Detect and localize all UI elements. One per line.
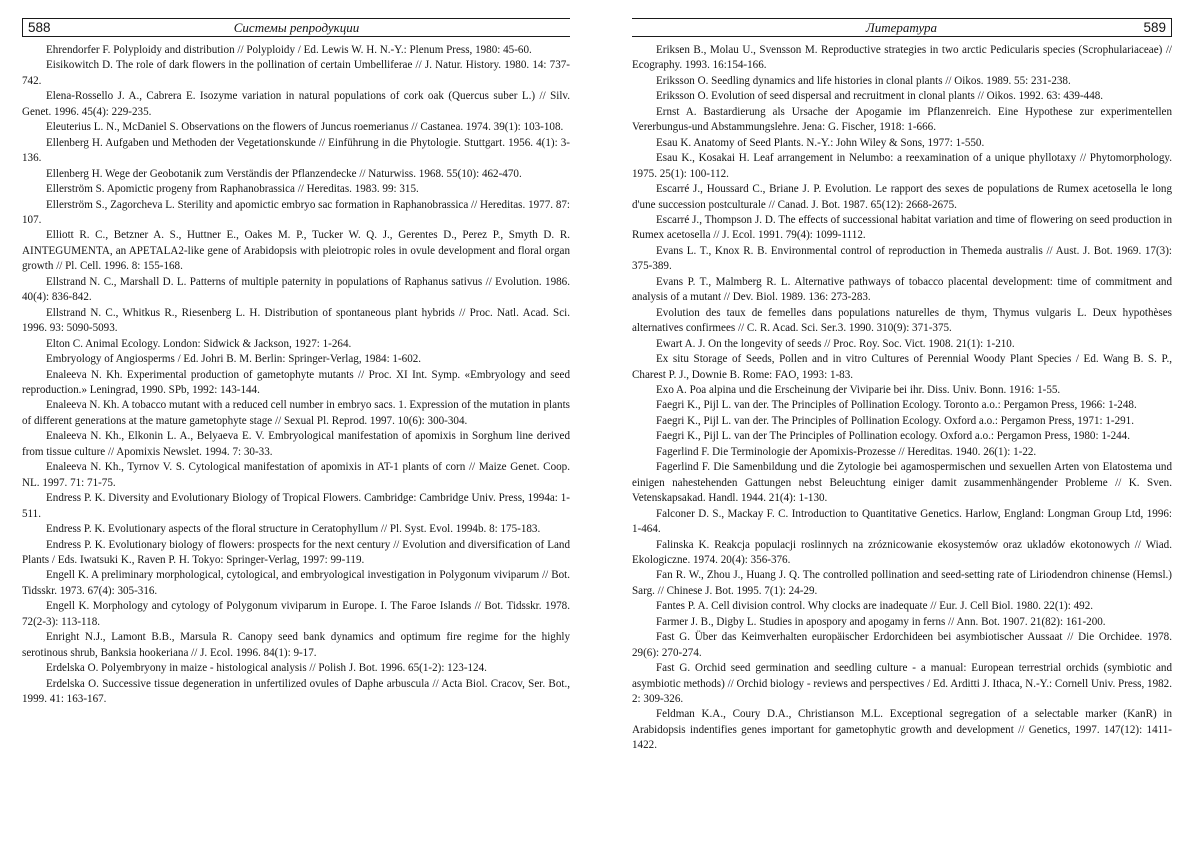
reference-entry: Esau K., Kosakai H. Leaf arrangement in Nelumbo: a reexamination of a unique phyllotaxy // Phytomorphology. 1975. 25(1): 100-112. — [632, 152, 1172, 180]
left-page — [22, 18, 570, 853]
reference-entry: Ellerström S. Apomictic progeny from Raphanobrassica // Hereditas. 1983. 99: 315. — [46, 183, 419, 196]
reference-entry: Evolution des taux de femelles dans populations naturelles de thym, Thymus vulgaris L. Deux hypothèses alternatives confirmees // C. R. Acad. Sci. Ser.3. 1990. 310(9): 371-375. — [632, 306, 1172, 335]
reference-entry: Eisikowitch D. The role of dark flowers in the pollination of certain Umbelliferae // J. Natur. History. 1980. 14: 737-742. — [22, 59, 570, 87]
reference-entry: Enright N.J., Lamont B.B., Marsula R. Canopy seed bank dynamics and optimum fire regime for the highly serotinous shrub, Banksia hookeriana // J. Ecol. 1996. 84(1): 9-17. — [22, 631, 570, 659]
reference-entry: Eriksson O. Evolution of seed dispersal and recruitment in clonal plants // Oikos. 1992. 63: 439-448. — [656, 90, 1104, 103]
right-page — [632, 18, 1172, 853]
running-title: Литература — [865, 20, 938, 35]
page-number: 589 — [1143, 20, 1166, 35]
reference-entry: Evans P. T., Malmberg R. L. Alternative pathways of tobacco placental development: time of commitment and analysis of a mutant // Dev. Biol. 1989. 136: 273-283. — [632, 275, 1172, 304]
reference-entry: Feldman K.A., Coury D.A., Christianson M.L. Exceptional segregation of a selectable marker (KanR) in Arabidopsis indentifies genes important for gametophytic growth and development // Genetics, 1997. 147(12): 1411-1422. — [632, 708, 1172, 752]
reference-entry: Ellerström S., Zagorcheva L. Sterility and apomictic embryo sac formation in Raphanobrassica // Hereditas. 1977. 87: 107. — [22, 198, 570, 226]
reference-entry: Escarré J., Houssard C., Briane J. P. Evolution. Le rapport des sexes de populations de Rumex acetosella le long d'une succession postculturale // Canad. J. Bot. 1987. 65(12): 2668-2675. — [632, 183, 1172, 211]
reference-entry: Esau K. Anatomy of Seed Plants. N.-Y.: John Wiley & Sons, 1977: 1-550. — [656, 136, 985, 149]
reference-entry: Endress P. K. Evolutionary biology of flowers: prospects for the next century // Evolution and diversification of Land Plants / Eds. Iwatsuki K., Raven P. H. Tokyo: Springer-Verlag, 1997: 99-119. — [22, 538, 570, 566]
reference-entry: Falconer D. S., Mackay F. C. Introduction to Quantitative Genetics. Harlow, England: Longman Group Ltd, 1996: 1-464. — [632, 507, 1172, 536]
reference-entry: Farmer J. B., Digby L. Studies in apospory and apogamy in ferns // Ann. Bot. 1907. 21(82): 161-200. — [656, 615, 1106, 628]
reference-entry: Faegri K., Pijl L. van der. The Principles of Pollination Ecology. Oxford a.o.: Pergamon Press, 1971: 1-291. — [656, 414, 1134, 427]
reference-entry: Eriksen B., Molau U., Svensson M. Reproductive strategies in two arctic Pedicularis species (Scrophulariaceae) // Ecography. 1993. 16:154-166. — [632, 44, 1172, 72]
reference-entry: Ex situ Storage of Seeds, Pollen and in vitro Cultures of Perennial Woody Plant Species / Ed. Wang B. S. P., Charest P. J., Downie B. Rome: FAO, 1993: 1-83. — [632, 353, 1172, 381]
reference-entry: Ellstrand N. C., Marshall D. L. Patterns of multiple paternity in populations of Raphanus sativus // Evolution. 1986. 40(4): 836-842. — [22, 275, 570, 304]
page-number: 588 — [28, 20, 51, 35]
reference-entry: Engell K. Morphology and cytology of Polygonum viviparum in Europe. I. The Faroe Islands // Bot. Tidsskr. 1978. 72(2-3): 113-118. — [22, 600, 570, 628]
reference-entry: Enaleeva N. Kh., Tyrnov V. S. Cytological manifestation of apomixis in AT-1 plants of corn // Maize Genet. Coop. NL. 1997. 71: 71-75. — [22, 461, 570, 489]
reference-entry: Enaleeva N. Kh. A tobacco mutant with a reduced cell number in embryo sacs. 1. Expression of the mutation in plants of different generations at the mature gametophyte stage // Sexual Pl. Reprod. 1997. 10(6): 300-304. — [22, 399, 570, 427]
reference-entry: Embryology of Angiosperms / Ed. Johri B. M. Berlin: Springer-Verlag, 1984: 1-602. — [46, 353, 422, 366]
reference-list — [632, 43, 1172, 754]
reference-entry: Engell K. A preliminary morphological, cytological, and embryological investigation in Polygonum viviparum // Bot. Tidsskr. 1973. 67(4): 305-316. — [22, 569, 570, 597]
reference-entry: Endress P. K. Evolutionary aspects of the floral structure in Ceratophyllum // Pl. Syst. Evol. 1994b. 8: 175-183. — [46, 523, 541, 536]
left-page-header — [22, 18, 570, 37]
reference-list — [22, 43, 570, 707]
reference-entry: Erdelska O. Successive tissue degeneration in unfertilized ovules of Daphe arbuscula // Acta Biol. Cracov, Ser. Bot., 1999. 41: 163-167. — [22, 677, 570, 706]
reference-entry: Ewart A. J. On the longevity of seeds // Proc. Roy. Soc. Vict. 1908. 21(1): 1-210. — [656, 337, 1015, 350]
reference-entry: Fantes P. A. Cell division control. Why clocks are inadequate // Eur. J. Cell Biol. 1980. 22(1): 492. — [656, 600, 1094, 613]
reference-entry: Elliott R. C., Betzner A. S., Huttner E., Oakes M. P., Tucker W. Q. J., Gerentes D., Perez P., Smyth D. R. AINTEGUMENTA, an APETALA2-like gene of Arabidopsis with pleiotropic roles in ovule development and floral organ growth // Pl. Cell. 1996. 8: 155-168. — [22, 229, 570, 273]
reference-entry: Exo A. Poa alpina und die Erscheinung der Viviparie bei ihr. Diss. Univ. Bonn. 1916: 1-55. — [656, 383, 1061, 396]
reference-entry: Ehrendorfer F. Polyploidy and distribution // Polyploidy / Ed. Lewis W. H. N.-Y.: Plenum Press, 1980: 45-60. — [46, 44, 532, 56]
reference-entry: Fast G. Orchid seed germination and seedling culture - a manual: European terrestrial orchids (symbiotic and asymbiotic methods) // Orchid biology - reviews and perspectives / Ed. Arditti J. Ithaca, N.-Y.: Cornell Univ. Press, 1982. 2: 309-326. — [632, 662, 1172, 706]
reference-entry: Erdelska O. Polyembryony in maize - histological analysis // Polish J. Bot. 1996. 65(1-2): 123-124. — [46, 662, 487, 675]
reference-entry: Ellenberg H. Wege der Geobotanik zum Verständis der Pflanzendecke // Naturwiss. 1968. 55(10): 462-470. — [46, 167, 522, 180]
reference-entry: Enaleeva N. Kh. Experimental production of gametophyte mutants // Proc. XI Int. Symp. «Embryology and seed reproduction.» Leningrad, 1990. SPb, 1992: 143-144. — [22, 368, 570, 396]
running-title: Системы репродукции — [233, 20, 360, 35]
reference-entry: Fast G. Über das Keimverhalten europäischer Erdorchideen bei asymbiotischer Aussaat // Die Orchidee. 1978. 29(6): 270-274. — [632, 631, 1172, 659]
reference-entry: Falinska K. Reakcja populacji roslinnych na zróznicowanie ekosystemów oraz ukladów ekotonowych // Wiad. Ekologiczne. 1974. 20(4): 356-376. — [632, 538, 1172, 566]
reference-entry: Eleuterius L. N., McDaniel S. Observations on the flowers of Juncus roemerianus // Castanea. 1974. 39(1): 103-108. — [46, 121, 564, 134]
reference-entry: Elena-Rossello J. A., Cabrera E. Isozyme variation in natural populations of cork oak (Quercus suber L.) // Silv. Genet. 1996. 45(4): 229-235. — [22, 90, 570, 118]
reference-entry: Evans L. T., Knox R. B. Environmental control of reproduction in Themeda australis // Aust. J. Bot. 1969. 17(3): 375-389. — [632, 244, 1172, 273]
reference-entry: Escarré J., Thompson J. D. The effects of successional habitat variation and time of flowering on seed production in Rumex acetosella // J. Ecol. 1991. 79(4): 1099-1112. — [632, 213, 1172, 242]
reference-entry: Enaleeva N. Kh., Elkonin L. A., Belyaeva E. V. Embryological manifestation of apomixis in Sorghum line derived from tissue culture // Apomixis Newslet. 1994. 7: 30-33. — [22, 430, 570, 458]
reference-entry: Ellstrand N. C., Whitkus R., Riesenberg L. H. Distribution of spontaneous plant hybrids // Proc. Natl. Acad. Sci. 1996. 93: 5090-5093. — [22, 306, 570, 335]
reference-entry: Eriksson O. Seedling dynamics and life histories in clonal plants // Oikos. 1989. 55: 231-238. — [656, 74, 1071, 87]
reference-entry: Faegri K., Pijl L. van der. The Principles of Pollination Ecology. Toronto a.o.: Pergamon Press, 1966: 1-248. — [656, 399, 1137, 412]
reference-entry: Fagerlind F. Die Samenbildung und die Zytologie bei agamospermischen und sexuellen Arten von Elatostema und einigen nahestehenden Gattungen nebst Beleuchtung einiger damit zusammenhängender Probleme // K. Sven. Vetenskapsakad. Handl. 1944. 21(4): 1-130. — [632, 461, 1172, 505]
reference-entry: Ellenberg H. Aufgaben und Methoden der Vegetationskunde // Einführung in die Phytologie. Stuttgart. 1956. 4(1): 3-136. — [22, 136, 570, 165]
reference-entry: Faegri K., Pijl L. van der The Principles of Pollination ecology. Oxford a.o.: Pergamon Press, 1980: 1-244. — [656, 430, 1130, 443]
reference-entry: Fagerlind F. Die Terminologie der Apomixis-Prozesse // Hereditas. 1940. 26(1): 1-22. — [656, 445, 1037, 458]
reference-entry: Ernst A. Bastardierung als Ursache der Apogamie im Pflanzenreich. Eine Hypothese zur experimentellen Vererbungus-und Abstammungslehre. Jena: G. Fischer, 1918: 1-666. — [632, 105, 1172, 134]
right-page-header — [632, 18, 1172, 37]
reference-entry: Fan R. W., Zhou J., Huang J. Q. The controlled pollination and seed-setting rate of Liriodendron chinense (Hemsl.) Sarg. // Chinese J. Bot. 1995. 7(1): 24-29. — [632, 569, 1172, 597]
reference-entry: Elton C. Animal Ecology. London: Sidwick & Jackson, 1927: 1-264. — [46, 337, 352, 350]
reference-entry: Endress P. K. Diversity and Evolutionary Biology of Tropical Flowers. Cambridge: Cambridge Univ. Press, 1994a: 1-511. — [22, 492, 570, 520]
